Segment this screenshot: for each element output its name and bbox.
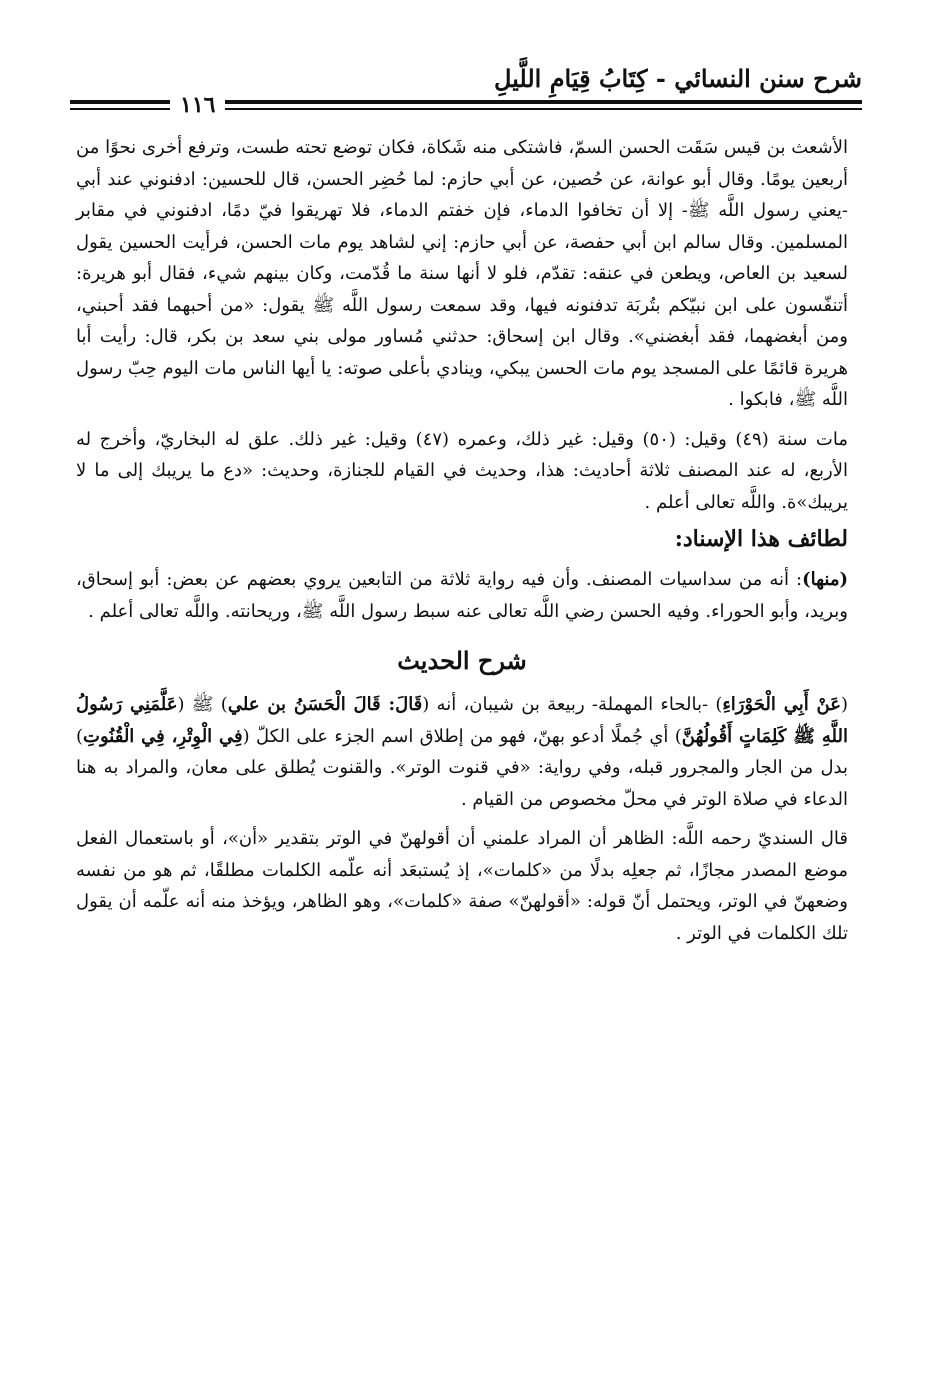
isnad-subtleties-paragraph bbox=[76, 564, 848, 627]
paren-open: ( bbox=[840, 694, 848, 715]
quoted-narrator: عَنْ أَبِي الْحَوْرَاءِ bbox=[722, 694, 841, 715]
quoted-witr-qunut: فِي الْوِتْرِ، فِي الْقُنُوتِ bbox=[83, 725, 243, 747]
explanation-text-b: ) ﷺ ( bbox=[177, 694, 228, 715]
explanation-text-a: ) -بالحاء المهملة- ربيعة بن شيبان، أنه ( bbox=[422, 694, 723, 715]
explanation-text-d: ) بدل من الجار والمجرور قبله، وفي رواية: «في قنوت الوتر». والقنوت يُطلق على معان، والمراد به هنا الدعاء في صلاة الوتر في محلّ مخصوص من القيام . bbox=[76, 725, 848, 810]
page-number: ١١٦ bbox=[170, 92, 225, 118]
paragraph-gap bbox=[76, 815, 848, 823]
death-date-paragraph: مات سنة (٤٩) وقيل: (٥٠) وقيل: غير ذلك، وعمره (٤٧) وقيل: غير ذلك. علق له البخاريّ، وأخرج له الأربع، له عند المصنف ثلاثة أحاديث: هذا، وحديث في القيام للجنازة، وحديث: «دع ما يريبك إلى ما لا يريبك»ة. واللَّه تعالى أعلم . bbox=[76, 428, 849, 513]
page-header bbox=[70, 60, 862, 120]
isnad-lead-label: (منها) bbox=[802, 569, 848, 590]
narrator-biography-paragraph: الأشعث بن قيس سَقَت الحسن السمّ، فاشتكى منه شَكاة، فكان توضع تحته طست، وترفع أخرى نحوًا من أربعين يومًا. وقال أبو عوانة، عن حُصين، عن أبي حازم: لما حُضِر الحسن، قال للحسين: ادفنوني عند أبي -يعني رسول اللَّه ﷺ- إلا أن تخافوا الدماء، فإن خفتم الدماء، فلا تهريقوا فيّ دمًا، ادفنوني في مقابر المسلمين. وقال سالم ابن أبي حفصة، عن أبي حازم: إني لشاهد يوم مات الحسن، فرأيت الحسين يقول لسعيد بن العاص، ويطعن في عنقه: تقدّم، فلو لا أنها سنة ما قُدّمت، وكان بينهم شيء، فقال أبو هريرة: أتنفّسون على ابن نبيّكم بتُربَة تدفنونه فيها، وقد سمعت رسول اللَّه ﷺ يقول: «من أحبهما فقد أحبني، ومن أبغضهما، فقد أبغضني». وقال ابن إسحاق: حدثني مُساور مولى بني سعد بن بكر، قال: رأيت أبا هريرة قائمًا على المسجد يوم مات الحسن يبكي، وينادي بأعلى صوته: يا أيها الناس مات اليوم حِبّ رسول اللَّه ﷺ، فابكوا . bbox=[76, 137, 848, 410]
page-body bbox=[76, 132, 848, 949]
paragraph-gap bbox=[76, 416, 848, 424]
quoted-hasan: قَالَ: قَالَ الْحَسَنُ بن علي bbox=[227, 694, 423, 715]
quoted-taught-words: عَلَّمَنِي رَسُولُ اللَّهِ ﷺ كَلِمَاتٍ أَقُولُهُنَّ bbox=[76, 694, 849, 747]
isnad-text: : أنه من سداسيات المصنف. وأن فيه رواية ثلاثة من التابعين يروي بعضهم عن بعض: أبو إسحاق، وبريد، وأبو الحوراء. وفيه الحسن رضي اللَّه تعالى عنه سبط رسول اللَّه ﷺ، وريحانته. واللَّه تعالى أعلم . bbox=[76, 569, 848, 622]
explanation-text-c: ) أي جُملًا أدعو بهنّ، فهو من إطلاق اسم الجزء على الكلّ ( bbox=[242, 725, 682, 747]
isnad-subtleties-heading: لطائف هذا الإسناد: bbox=[674, 526, 848, 552]
running-title: شرح سنن النسائي - كِتَابُ قِيَامِ اللَّيلِ bbox=[494, 64, 862, 93]
hadith-explanation-heading: شرح الحديث bbox=[397, 646, 527, 675]
explanation-paragraph-1 bbox=[76, 689, 848, 815]
explanation-paragraph-2: قال السنديّ رحمه اللَّه: الظاهر أن المراد علمني أن أقولهنّ في الوتر بتقدير «أن»، أو باستعمال الفعل موضع المصدر مجازًا، ثم جعلِه بدلًا من «كلمات»، إذ يُستبعَد أنه علّمه الكلمات مطلقًا، ثم هو من نفسه وضعهنّ في الوتر، ويحتمل أنّ قوله: «أقولهنّ» صفة «كلمات»، وهو الظاهر، ويؤخذ منه أنه علّمه أن يقول تلك الكلمات في الوتر . bbox=[76, 828, 848, 944]
